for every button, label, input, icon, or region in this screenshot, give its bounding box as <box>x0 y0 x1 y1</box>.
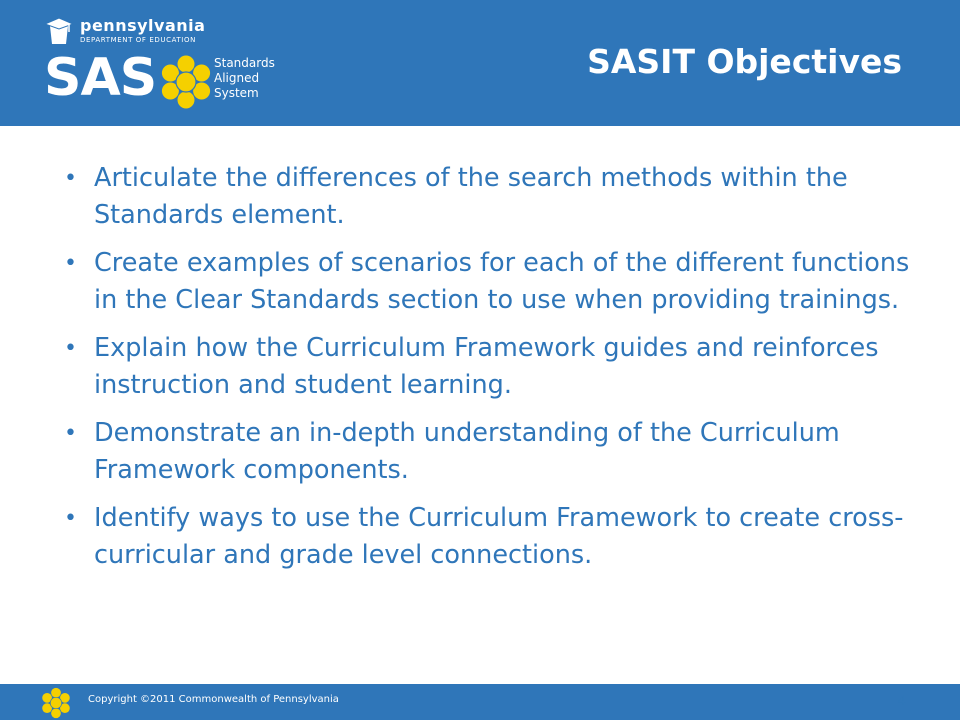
sas-logo-line: System <box>214 86 259 100</box>
sas-logo-line: Aligned <box>214 71 260 85</box>
bullet-icon: • <box>64 336 77 361</box>
pa-logo-department: DEPARTMENT OF EDUCATION <box>80 36 196 44</box>
objective-text: Articulate the differences of the search methods within the Standards element. <box>94 163 848 230</box>
objective-item <box>56 330 916 404</box>
yellow-flower-icon <box>158 54 214 110</box>
graduation-cap-keystone-icon <box>44 16 74 46</box>
slide-number: 4 <box>897 694 906 709</box>
sas-logo-line: Standards <box>214 56 275 70</box>
bullet-icon: • <box>64 421 77 446</box>
sas-logo-letters: SAS <box>44 48 157 108</box>
objective-text: Identify ways to use the Curriculum Framework to create cross-curricular and grade level connections. <box>94 503 904 570</box>
sas-logo <box>44 48 314 110</box>
bullet-icon: • <box>64 251 77 276</box>
objective-text: Explain how the Curriculum Framework guides and reinforces instruction and student learning. <box>94 333 879 400</box>
slide-title: SASIT Objectives <box>587 42 902 81</box>
sas-logo-text <box>214 56 275 101</box>
objective-item <box>56 500 916 574</box>
objective-item <box>56 160 916 234</box>
copyright-text: Copyright ©2011 Commonwealth of Pennsylvania <box>88 694 339 705</box>
objective-text: Demonstrate an in-depth understanding of the Curriculum Framework components. <box>94 418 840 485</box>
footer-flower-icon <box>40 687 72 719</box>
pennsylvania-logo <box>44 12 284 52</box>
bullet-icon: • <box>64 506 77 531</box>
pa-logo-name: pennsylvania <box>80 16 206 35</box>
objective-item <box>56 415 916 489</box>
bullet-icon: • <box>64 166 77 191</box>
objective-text: Create examples of scenarios for each of the different functions in the Clear Standards section to use when providing trainings. <box>94 248 910 315</box>
header-bar <box>0 0 960 126</box>
objective-item <box>56 245 916 319</box>
footer-bar <box>0 684 960 720</box>
objectives-list <box>56 160 916 585</box>
